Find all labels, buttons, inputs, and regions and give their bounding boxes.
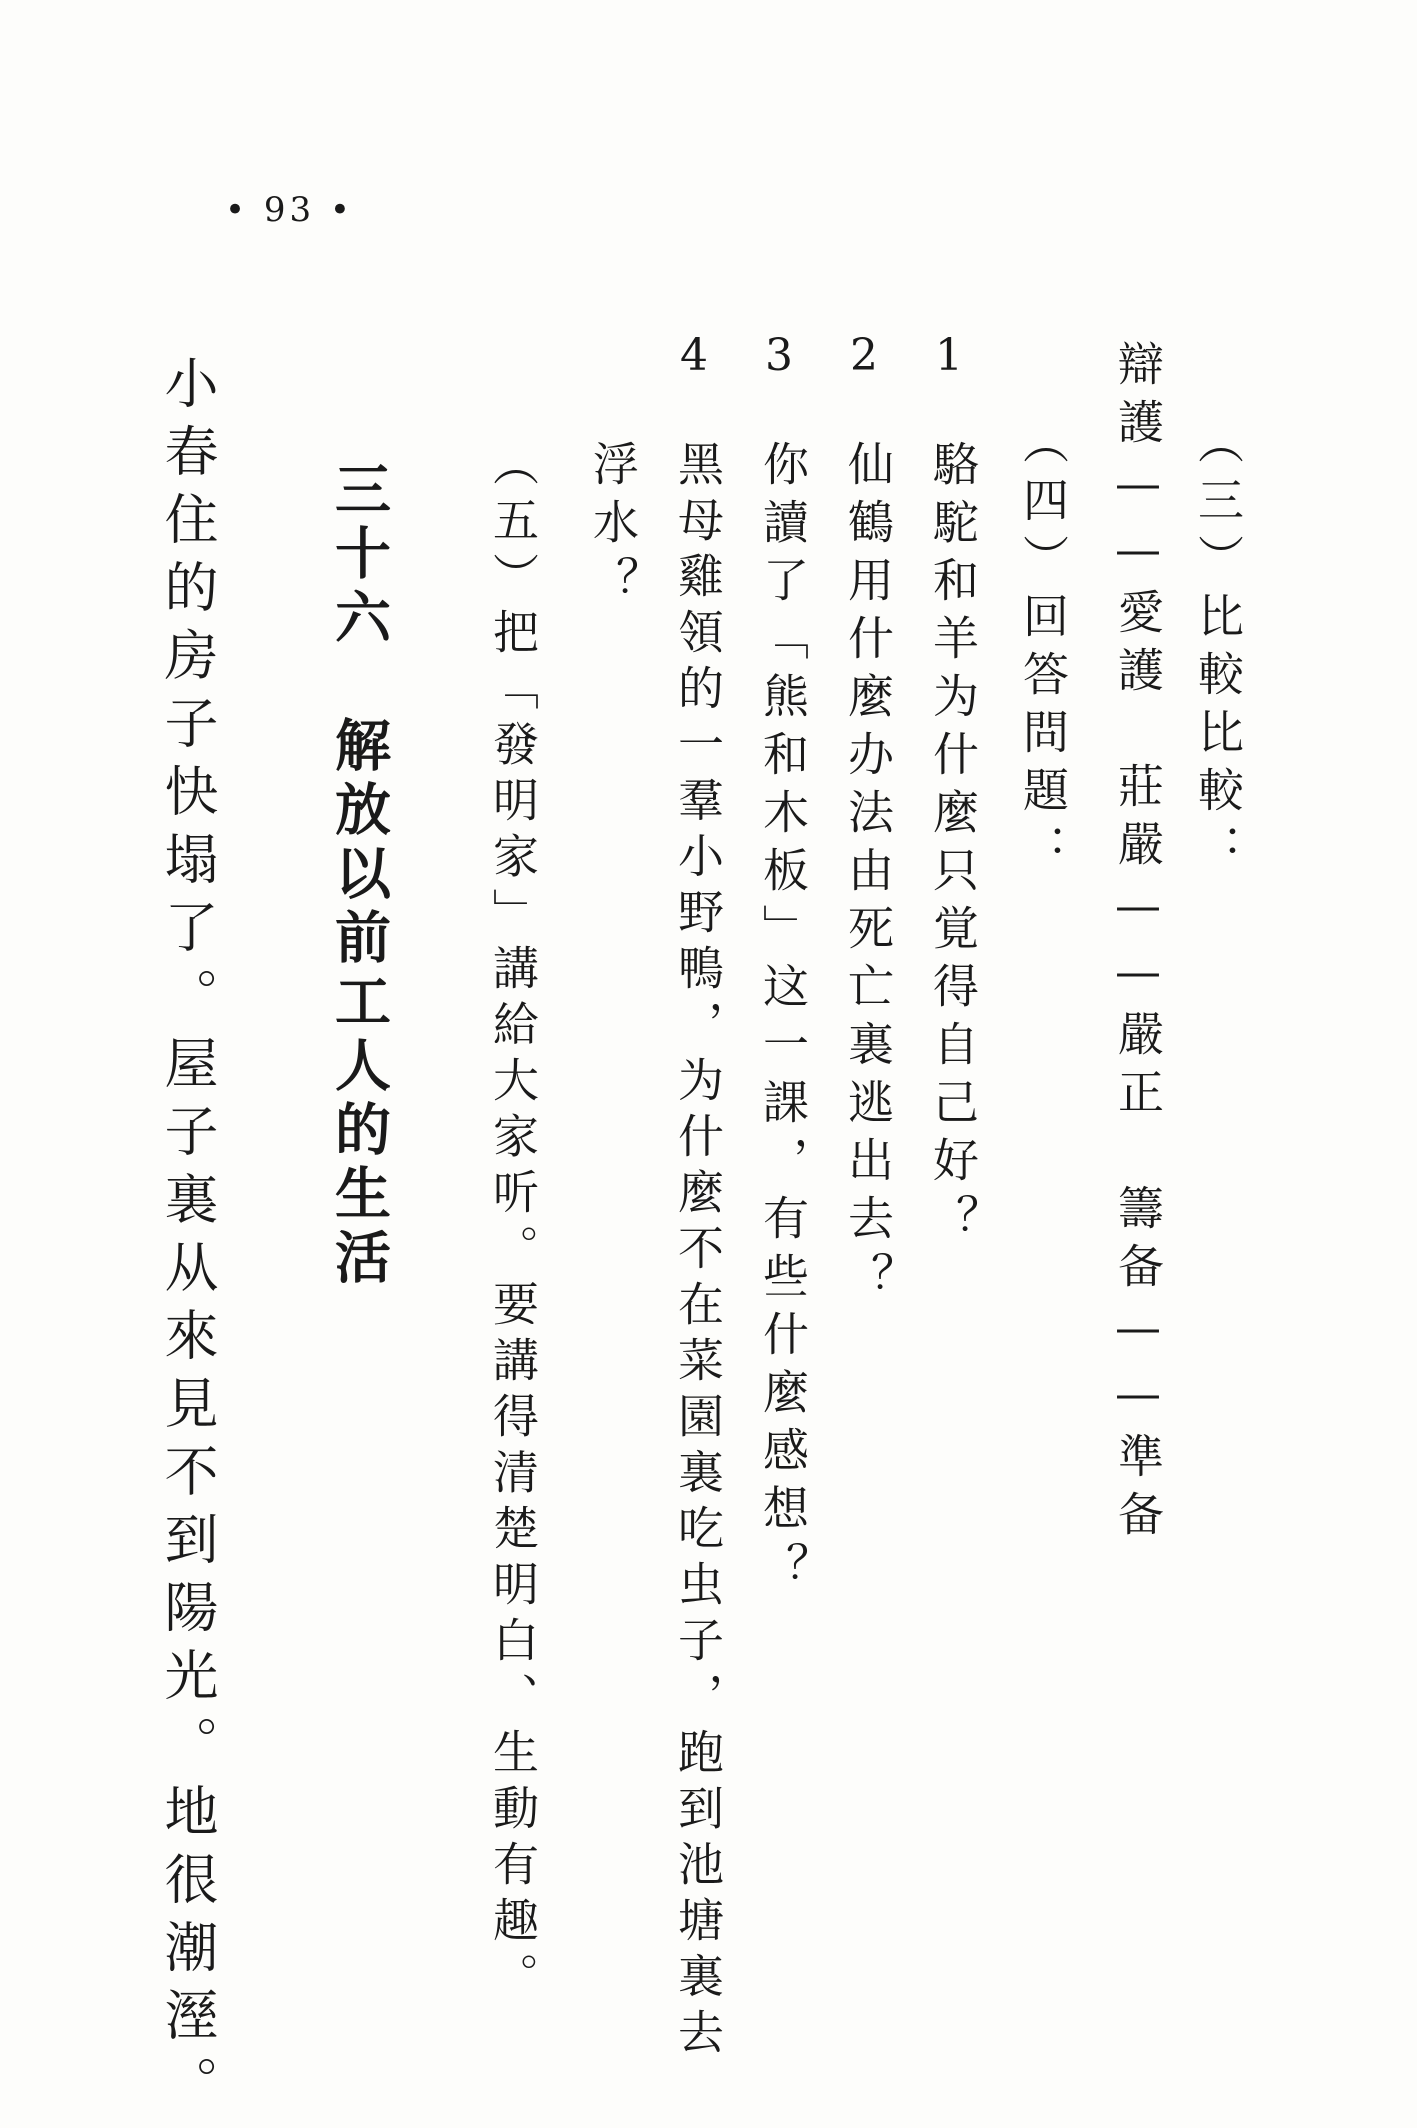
exercise-3-comparison-line: 辯護——愛護 莊嚴——嚴正 籌备——準备 xyxy=(1111,340,1165,1548)
question-3-text: 你讀了「熊和木板」这一課，有些什麼感想？ xyxy=(756,440,810,1600)
question-number-4: 4 xyxy=(680,330,708,381)
question-4-text: 黑母雞領的一羣小野鴨，为什麼不在菜園裏吃虫子，跑到池塘裏去 xyxy=(671,440,725,2064)
page-number: • 93 • xyxy=(225,190,354,230)
question-4-continuation: 浮水？ xyxy=(586,440,640,614)
question-number-1: 1 xyxy=(935,330,963,381)
lesson-title: 三十六 解放以前工人的生活 xyxy=(326,460,391,1292)
exercise-3-heading: （三）比較比較： xyxy=(1191,418,1245,882)
question-1-text: 駱駝和羊为什麼只覚得自己好？ xyxy=(926,440,980,1252)
question-number-2: 2 xyxy=(850,330,878,381)
question-number-3: 3 xyxy=(765,330,793,381)
exercise-5-heading: （五）把「發明家」講給大家听。要講得清楚明白、生動有趣。 xyxy=(486,440,540,2008)
question-2-text: 仙鶴用什麼办法由死亡裏逃出去？ xyxy=(841,440,895,1310)
lesson-body: 小春住的房子快塌了。屋子裏从來見不到陽光。地很潮溼。 xyxy=(156,355,219,2123)
exercise-4-heading: （四）回答問題： xyxy=(1016,418,1070,882)
